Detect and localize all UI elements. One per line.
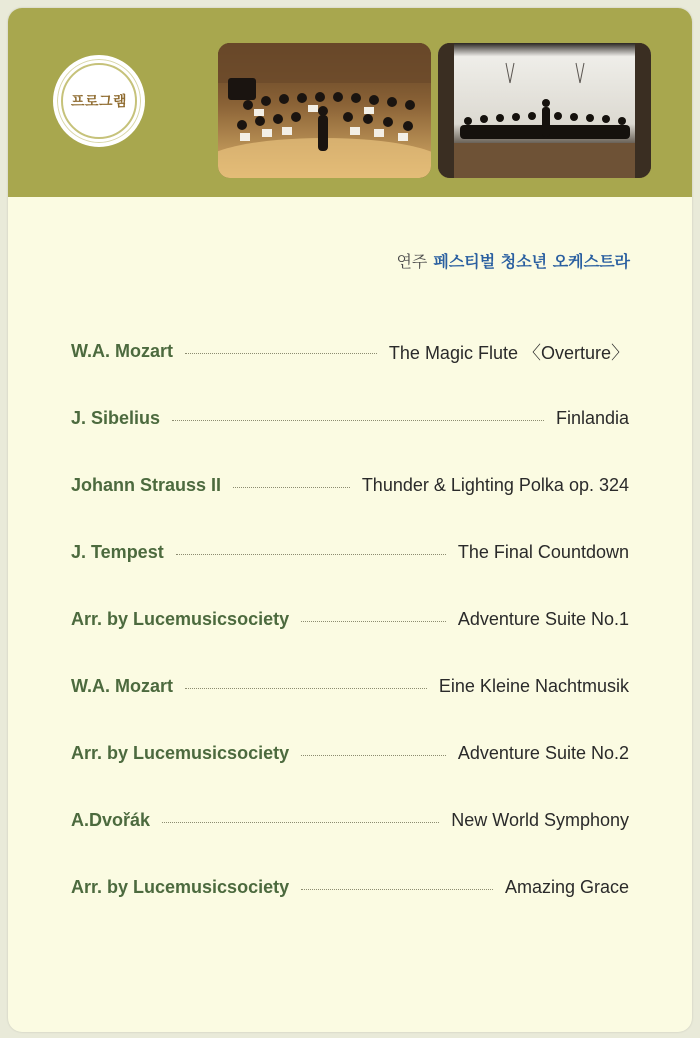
composer: W.A. Mozart (71, 341, 173, 361)
program-item (71, 318, 629, 385)
dotted-leader (301, 755, 446, 756)
program-item (71, 787, 629, 854)
piece-title: The Final Countdown (457, 542, 629, 562)
orchestra-photo-hall (438, 43, 651, 178)
composer: A.Dvořák (71, 810, 151, 830)
piece-title: Adventure Suite No.1 (457, 609, 629, 629)
header-band (8, 8, 692, 197)
program-item (71, 854, 629, 921)
program-item (71, 586, 629, 653)
dotted-leader (233, 487, 350, 488)
piece-title: Adventure Suite No.2 (457, 743, 629, 763)
composer: J. Tempest (71, 542, 164, 562)
piece-title: Eine Kleine Nachtmusik (438, 676, 629, 696)
piece-title: The Magic Flute 〈Overture〉 (388, 342, 629, 363)
dotted-leader (301, 889, 493, 890)
piece-title: New World Symphony (451, 810, 629, 830)
composer: Arr. by Lucemusicsociety (71, 877, 290, 897)
program-list (71, 318, 629, 921)
piece-title: Finlandia (555, 408, 629, 428)
program-card (8, 8, 692, 1032)
program-item (71, 385, 629, 452)
dotted-leader (185, 688, 427, 689)
piece-title: Amazing Grace (504, 877, 629, 897)
badge-label: 프로그램 (70, 94, 128, 110)
ensemble-name: 페스티벌 청소년 오케스트라 (433, 252, 630, 271)
piece-title: Thunder & Lighting Polka op. 324 (361, 475, 629, 495)
composer: J. Sibelius (71, 408, 161, 428)
program-item (71, 720, 629, 787)
program-item (71, 452, 629, 519)
dotted-leader (185, 353, 377, 354)
composer: W.A. Mozart (71, 676, 173, 696)
program-item (71, 653, 629, 720)
dotted-leader (172, 420, 544, 421)
composer: Arr. by Lucemusicsociety (71, 743, 290, 763)
program-badge (53, 55, 145, 147)
dotted-leader (301, 621, 446, 622)
dotted-leader (176, 554, 446, 555)
program-item (71, 519, 629, 586)
ensemble-line (396, 249, 630, 272)
dotted-leader (162, 822, 439, 823)
composer: Johann Strauss II (71, 475, 222, 495)
composer: Arr. by Lucemusicsociety (71, 609, 290, 629)
ensemble-label: 연주 (396, 252, 428, 271)
orchestra-photo-stage (218, 43, 431, 178)
